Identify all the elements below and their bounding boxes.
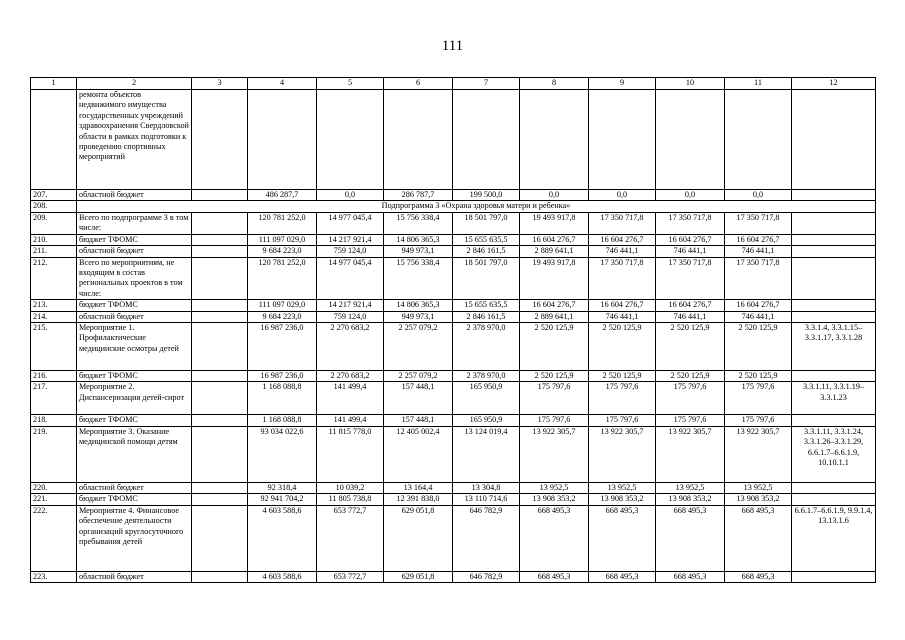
value-cell: 668 495,3 <box>725 571 792 582</box>
value-cell: 15 655 635,5 <box>453 234 520 245</box>
col-header: 1 <box>31 78 77 90</box>
value-cell: 746 441,1 <box>656 311 725 322</box>
value-cell: 646 782,9 <box>453 571 520 582</box>
indicator-cell <box>792 371 876 382</box>
value-cell: 15 756 338,4 <box>384 257 453 300</box>
value-cell: 2 520 125,9 <box>589 371 656 382</box>
value-cell: 2 520 125,9 <box>656 371 725 382</box>
indicator-cell <box>792 571 876 582</box>
value-cell: 13 922 305,7 <box>656 426 725 482</box>
row-number: 211. <box>31 246 77 257</box>
cell <box>589 90 656 190</box>
value-cell: 668 495,3 <box>656 571 725 582</box>
table-row <box>31 415 876 426</box>
value-cell: 2 257 079,2 <box>384 371 453 382</box>
value-cell: 14 977 045,4 <box>317 257 384 300</box>
row-number: 210. <box>31 234 77 245</box>
value-cell: 746 441,1 <box>589 246 656 257</box>
value-cell: 17 350 717,8 <box>725 257 792 300</box>
value-cell: 759 124,0 <box>317 311 384 322</box>
value-cell: 2 846 161,5 <box>453 246 520 257</box>
subprogram-title: Подпрограмма 3 «Охрана здоровья матери и ребенка» <box>77 201 876 212</box>
col-header: 6 <box>384 78 453 90</box>
subprogram-row <box>31 201 876 212</box>
header-row <box>31 78 876 90</box>
cell-col3 <box>192 415 248 426</box>
cell <box>317 90 384 190</box>
row-number: 220. <box>31 482 77 493</box>
value-cell: 646 782,9 <box>453 505 520 571</box>
value-cell: 16 604 276,7 <box>725 300 792 311</box>
row-number: 218. <box>31 415 77 426</box>
col-header: 3 <box>192 78 248 90</box>
table-row <box>31 426 876 482</box>
value-cell: 17 350 717,8 <box>589 212 656 234</box>
value-cell: 175 797,6 <box>725 415 792 426</box>
row-number: 207. <box>31 190 77 201</box>
value-cell: 13 124 019,4 <box>453 426 520 482</box>
indicator-cell <box>792 482 876 493</box>
table-row <box>31 300 876 311</box>
value-cell: 949 973,1 <box>384 246 453 257</box>
value-cell: 15 756 338,4 <box>384 212 453 234</box>
cell-col3 <box>192 571 248 582</box>
row-number: 223. <box>31 571 77 582</box>
value-cell: 175 797,6 <box>520 382 589 415</box>
value-cell: 120 781 252,0 <box>248 257 317 300</box>
value-cell: 157 448,1 <box>384 415 453 426</box>
row-name: бюджет ТФОМС <box>77 371 192 382</box>
table-row <box>31 212 876 234</box>
table-row <box>31 323 876 371</box>
value-cell: 2 846 161,5 <box>453 311 520 322</box>
table-row <box>31 190 876 201</box>
value-cell: 2 520 125,9 <box>589 323 656 371</box>
value-cell: 746 441,1 <box>589 311 656 322</box>
cell-col3 <box>192 371 248 382</box>
value-cell: 0,0 <box>520 190 589 201</box>
table-row-continuation <box>31 90 876 190</box>
value-cell: 93 034 022,6 <box>248 426 317 482</box>
value-cell: 668 495,3 <box>725 505 792 571</box>
value-cell: 13 922 305,7 <box>725 426 792 482</box>
value-cell: 13 164,4 <box>384 482 453 493</box>
value-cell: 13 952,5 <box>589 482 656 493</box>
value-cell: 199 500,0 <box>453 190 520 201</box>
value-cell: 2 520 125,9 <box>725 323 792 371</box>
value-cell: 175 797,6 <box>656 415 725 426</box>
indicator-cell <box>792 415 876 426</box>
value-cell: 157 448,1 <box>384 382 453 415</box>
value-cell: 175 797,6 <box>725 382 792 415</box>
row-name: областной бюджет <box>77 571 192 582</box>
table-row <box>31 494 876 505</box>
cell-col3 <box>192 426 248 482</box>
value-cell: 668 495,3 <box>589 505 656 571</box>
value-cell: 17 350 717,8 <box>725 212 792 234</box>
row-number: 216. <box>31 371 77 382</box>
value-cell: 759 124,0 <box>317 246 384 257</box>
value-cell: 2 270 683,2 <box>317 371 384 382</box>
cell-col3 <box>192 234 248 245</box>
value-cell: 11 815 778,0 <box>317 426 384 482</box>
value-cell: 13 922 305,7 <box>520 426 589 482</box>
value-cell: 13 952,5 <box>520 482 589 493</box>
value-cell: 2 257 079,2 <box>384 323 453 371</box>
value-cell: 9 684 223,0 <box>248 311 317 322</box>
col-header: 7 <box>453 78 520 90</box>
value-cell: 4 603 588,6 <box>248 571 317 582</box>
row-number: 219. <box>31 426 77 482</box>
indicator-cell <box>792 190 876 201</box>
row-name: Всего по мероприятиям, не входящим в состав региональных проектов в том числе: <box>77 257 192 300</box>
row-number: 213. <box>31 300 77 311</box>
col-header: 10 <box>656 78 725 90</box>
indicator-cell <box>792 212 876 234</box>
row-number: 217. <box>31 382 77 415</box>
value-cell: 668 495,3 <box>656 505 725 571</box>
value-cell: 286 787,7 <box>384 190 453 201</box>
cell <box>725 90 792 190</box>
value-cell: 653 772,7 <box>317 505 384 571</box>
row-name: Мероприятие 2. Диспансеризация детей-сирот <box>77 382 192 415</box>
value-cell: 17 350 717,8 <box>589 257 656 300</box>
value-cell: 175 797,6 <box>589 382 656 415</box>
row-name: Мероприятие 3. Оказание медицинской помощи детям <box>77 426 192 482</box>
value-cell: 0,0 <box>317 190 384 201</box>
value-cell: 17 350 717,8 <box>656 212 725 234</box>
value-cell: 486 287,7 <box>248 190 317 201</box>
value-cell: 13 908 353,2 <box>589 494 656 505</box>
table-row <box>31 505 876 571</box>
value-cell: 141 499,4 <box>317 415 384 426</box>
value-cell: 2 520 125,9 <box>520 371 589 382</box>
row-name: Всего по подпрограмме 3 в том числе: <box>77 212 192 234</box>
value-cell: 16 604 276,7 <box>725 234 792 245</box>
value-cell: 0,0 <box>589 190 656 201</box>
value-cell: 15 655 635,5 <box>453 300 520 311</box>
row-name: областной бюджет <box>77 311 192 322</box>
value-cell: 14 217 921,4 <box>317 234 384 245</box>
value-cell: 13 908 353,2 <box>725 494 792 505</box>
value-cell: 653 772,7 <box>317 571 384 582</box>
value-cell: 19 493 917,8 <box>520 257 589 300</box>
table-row <box>31 246 876 257</box>
value-cell: 14 217 921,4 <box>317 300 384 311</box>
value-cell: 13 922 305,7 <box>589 426 656 482</box>
value-cell: 12 405 002,4 <box>384 426 453 482</box>
cell <box>656 90 725 190</box>
value-cell: 111 097 029,0 <box>248 234 317 245</box>
cell-col3 <box>192 257 248 300</box>
indicator-cell: 3.3.1.11, 3.3.1.24, 3.3.1.26–3.3.1.29, 6.6.1.7–6.6.1.9, 10.10.1.1 <box>792 426 876 482</box>
row-name: Мероприятие 1. Профилактические медицинские осмотры детей <box>77 323 192 371</box>
row-name: областной бюджет <box>77 482 192 493</box>
value-cell: 111 097 029,0 <box>248 300 317 311</box>
value-cell: 2 889 641,1 <box>520 311 589 322</box>
value-cell: 175 797,6 <box>656 382 725 415</box>
value-cell: 16 604 276,7 <box>589 300 656 311</box>
value-cell: 16 987 236,0 <box>248 371 317 382</box>
value-cell: 13 952,5 <box>656 482 725 493</box>
value-cell: 668 495,3 <box>589 571 656 582</box>
indicator-cell <box>792 234 876 245</box>
value-cell: 16 604 276,7 <box>656 300 725 311</box>
cell <box>248 90 317 190</box>
cell-col3 <box>192 505 248 571</box>
value-cell: 16 987 236,0 <box>248 323 317 371</box>
row-name: Мероприятие 4. Финансовое обеспечение деятельности организаций круглосуточного пребывания детей <box>77 505 192 571</box>
value-cell: 175 797,6 <box>520 415 589 426</box>
value-cell: 4 603 588,6 <box>248 505 317 571</box>
row-number: 221. <box>31 494 77 505</box>
value-cell: 13 110 714,6 <box>453 494 520 505</box>
value-cell: 19 493 917,8 <box>520 212 589 234</box>
cell-col3 <box>192 246 248 257</box>
row-name: ремонта объектов недвижимого имущества государственных учреждений здравоохранения Свердловской области в рамках подготовки к проведению спортивных мероприятий <box>77 90 192 190</box>
col-header: 8 <box>520 78 589 90</box>
value-cell: 16 604 276,7 <box>520 234 589 245</box>
value-cell: 141 499,4 <box>317 382 384 415</box>
value-cell: 13 908 353,2 <box>520 494 589 505</box>
value-cell: 14 977 045,4 <box>317 212 384 234</box>
cell-col3 <box>192 300 248 311</box>
value-cell: 1 168 088,8 <box>248 415 317 426</box>
value-cell: 13 304,8 <box>453 482 520 493</box>
value-cell: 16 604 276,7 <box>520 300 589 311</box>
indicator-cell <box>792 300 876 311</box>
row-number: 208. <box>31 201 77 212</box>
indicator-cell <box>792 257 876 300</box>
col-header: 5 <box>317 78 384 90</box>
cell-col3 <box>192 382 248 415</box>
table-row <box>31 482 876 493</box>
row-name: бюджет ТФОМС <box>77 300 192 311</box>
row-number: 222. <box>31 505 77 571</box>
row-number: 212. <box>31 257 77 300</box>
value-cell: 1 168 088,8 <box>248 382 317 415</box>
cell-col3 <box>192 494 248 505</box>
value-cell: 2 520 125,9 <box>725 371 792 382</box>
value-cell: 16 604 276,7 <box>589 234 656 245</box>
indicator-cell <box>792 246 876 257</box>
cell-col3 <box>192 212 248 234</box>
value-cell: 10 039,2 <box>317 482 384 493</box>
value-cell: 2 378 970,0 <box>453 371 520 382</box>
value-cell: 13 908 353,2 <box>656 494 725 505</box>
value-cell: 14 806 365,3 <box>384 300 453 311</box>
value-cell: 746 441,1 <box>656 246 725 257</box>
indicator-cell: 3.3.1.11, 3.3.1.19–3.3.1.23 <box>792 382 876 415</box>
value-cell: 0,0 <box>725 190 792 201</box>
value-cell: 17 350 717,8 <box>656 257 725 300</box>
table-row <box>31 382 876 415</box>
value-cell: 12 391 838,0 <box>384 494 453 505</box>
row-name: областной бюджет <box>77 246 192 257</box>
value-cell: 120 781 252,0 <box>248 212 317 234</box>
value-cell: 2 520 125,9 <box>520 323 589 371</box>
indicator-cell <box>792 494 876 505</box>
cell-col3 <box>192 311 248 322</box>
row-number: 209. <box>31 212 77 234</box>
value-cell: 949 973,1 <box>384 311 453 322</box>
value-cell: 14 806 365,3 <box>384 234 453 245</box>
col-header: 11 <box>725 78 792 90</box>
table-row <box>31 257 876 300</box>
row-name: бюджет ТФОМС <box>77 234 192 245</box>
table-row <box>31 234 876 245</box>
col-header: 4 <box>248 78 317 90</box>
cell-col3 <box>192 482 248 493</box>
col-header: 9 <box>589 78 656 90</box>
cell <box>520 90 589 190</box>
value-cell: 2 378 970,0 <box>453 323 520 371</box>
row-name: бюджет ТФОМС <box>77 494 192 505</box>
cell <box>384 90 453 190</box>
col-header: 12 <box>792 78 876 90</box>
value-cell: 2 889 641,1 <box>520 246 589 257</box>
value-cell: 0,0 <box>656 190 725 201</box>
value-cell: 18 501 797,0 <box>453 212 520 234</box>
cell <box>192 90 248 190</box>
cell-col3 <box>192 190 248 201</box>
value-cell: 165 950,9 <box>453 382 520 415</box>
value-cell: 629 051,8 <box>384 505 453 571</box>
value-cell: 746 441,1 <box>725 311 792 322</box>
value-cell: 92 941 704,2 <box>248 494 317 505</box>
value-cell: 2 520 125,9 <box>656 323 725 371</box>
row-number: 215. <box>31 323 77 371</box>
value-cell: 16 604 276,7 <box>656 234 725 245</box>
indicator-cell: 3.3.1.4, 3.3.1.15–3.3.1.17, 3.3.1.28 <box>792 323 876 371</box>
value-cell: 746 441,1 <box>725 246 792 257</box>
row-name: областной бюджет <box>77 190 192 201</box>
cell-col3 <box>192 323 248 371</box>
col-header: 2 <box>77 78 192 90</box>
cell <box>792 90 876 190</box>
table-row <box>31 571 876 582</box>
value-cell: 629 051,8 <box>384 571 453 582</box>
indicator-cell: 6.6.1.7–6.6.1.9, 9.9.1.4, 13.13.1.6 <box>792 505 876 571</box>
value-cell: 175 797,6 <box>589 415 656 426</box>
value-cell: 668 495,3 <box>520 505 589 571</box>
value-cell: 2 270 683,2 <box>317 323 384 371</box>
indicator-cell <box>792 311 876 322</box>
page-number: 111 <box>441 38 464 54</box>
table-row <box>31 371 876 382</box>
row-number: 214. <box>31 311 77 322</box>
value-cell: 11 805 738,8 <box>317 494 384 505</box>
value-cell: 13 952,5 <box>725 482 792 493</box>
value-cell: 9 684 223,0 <box>248 246 317 257</box>
row-number <box>31 90 77 190</box>
table-row <box>31 311 876 322</box>
value-cell: 92 318,4 <box>248 482 317 493</box>
cell <box>453 90 520 190</box>
value-cell: 668 495,3 <box>520 571 589 582</box>
value-cell: 165 950,9 <box>453 415 520 426</box>
budget-table <box>30 77 876 583</box>
row-name: бюджет ТФОМС <box>77 415 192 426</box>
value-cell: 18 501 797,0 <box>453 257 520 300</box>
